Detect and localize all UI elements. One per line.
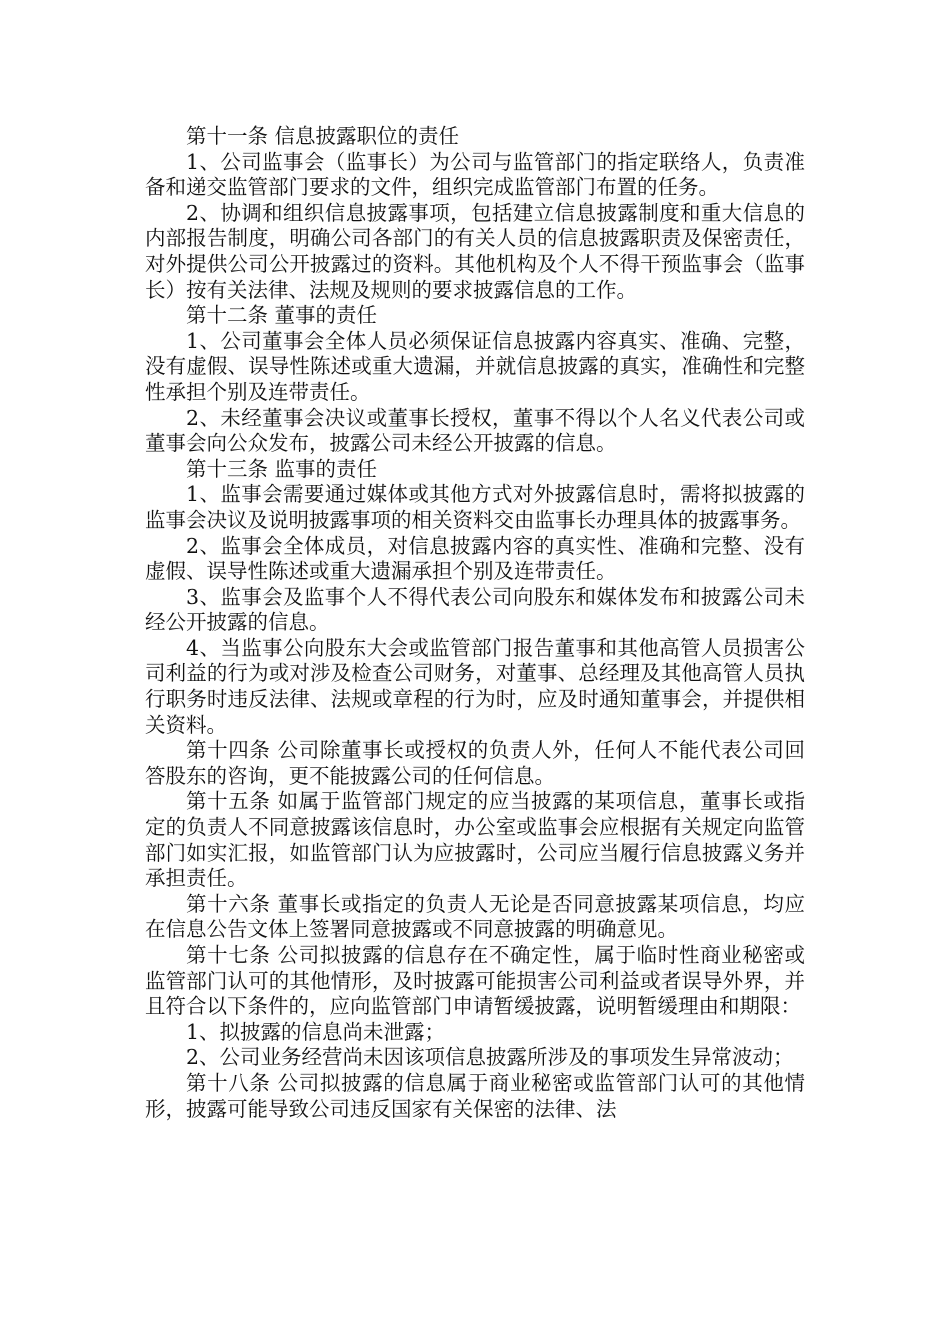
article-16: 第十六条 董事长或指定的负责人无论是否同意披露某项信息，均应在信息公告文体上签署同意披露或不同意披露的明确意见。 [145, 891, 805, 942]
document-body [145, 124, 805, 1122]
article-11-clause-2: 2、协调和组织信息披露事项，包括建立信息披露制度和重大信息的内部报告制度，明确公司各部门的有关人员的信息披露职责及保密责任，对外提供公司公开披露过的资料。其他机构及个人不得干预监事会（监事长）按有关法律、法规及规则的要求披露信息的工作。 [145, 200, 805, 302]
article-13-clause-1: 1、监事会需要通过媒体或其他方式对外披露信息时，需将拟披露的监事会决议及说明披露事项的相关资料交由监事长办理具体的披露事务。 [145, 482, 805, 532]
article-13-clause-4: 4、当监事公向股东大会或监管部门报告董事和其他高管人员损害公司利益的行为或对涉及检查公司财务，对董事、总经理及其他高管人员执行职务时违反法律、法规或章程的行为时，应及时通知董事会，并提供相关资料。 [145, 635, 805, 737]
article-13-heading: 第十三条 监事的责任 [186, 456, 378, 481]
article-18: 第十八条 公司拟披露的信息属于商业秘密或监管部门认可的其他情形，披露可能导致公司违反国家有关保密的法律、法 [145, 1070, 805, 1121]
article-14: 第十四条 公司除董事长或授权的负责人外，任何人不能代表公司回答股东的咨询，更不能披露公司的任何信息。 [145, 738, 805, 788]
article-12-heading: 第十二条 董事的责任 [186, 303, 378, 328]
article-17-condition-2: 2、公司业务经营尚未因该项信息披露所涉及的事项发生异常波动； [186, 1045, 794, 1070]
article-12-clause-1: 1、公司董事会全体人员必须保证信息披露内容真实、准确、完整，没有虚假、误导性陈述或重大遗漏，并就信息披露的真实，准确性和完整性承担个别及连带责任。 [145, 328, 805, 404]
article-12-clause-2: 2、未经董事会决议或董事长授权，董事不得以个人名义代表公司或董事会向公众发布，披露公司未经公开披露的信息。 [145, 405, 805, 456]
article-11-heading: 第十一条 信息披露职位的责任 [186, 124, 460, 148]
article-17: 第十七条 公司拟披露的信息存在不确定性，属于临时性商业秘密或监管部门认可的其他情形，及时披露可能损害公司利益或者误导外界，并且符合以下条件的，应向监管部门申请暂缓披露，说明暂缓理由和期限： [145, 943, 805, 1019]
article-13-clause-3: 3、监事会及监事个人不得代表公司向股东和媒体发布和披露公司未经公开披露的信息。 [145, 584, 805, 635]
article-13-clause-2: 2、监事会全体成员，对信息披露内容的真实性、准确和完整、没有虚假、误导性陈述或重大遗漏承担个别及连带责任。 [145, 533, 805, 584]
article-17-condition-1: 1、拟披露的信息尚未泄露； [186, 1019, 446, 1044]
article-11-clause-1: 1、公司监事会（监事长）为公司与监管部门的指定联络人，负责准备和递交监管部门要求的文件，组织完成监管部门布置的任务。 [145, 149, 805, 200]
article-15: 第十五条 如属于监管部门规定的应当披露的某项信息，董事长或指定的负责人不同意披露该信息时，办公室或监事会应根据有关规定向监管部门如实汇报，如监管部门认为应披露时，公司应当履行信息披露义务并承担责任。 [145, 789, 805, 891]
